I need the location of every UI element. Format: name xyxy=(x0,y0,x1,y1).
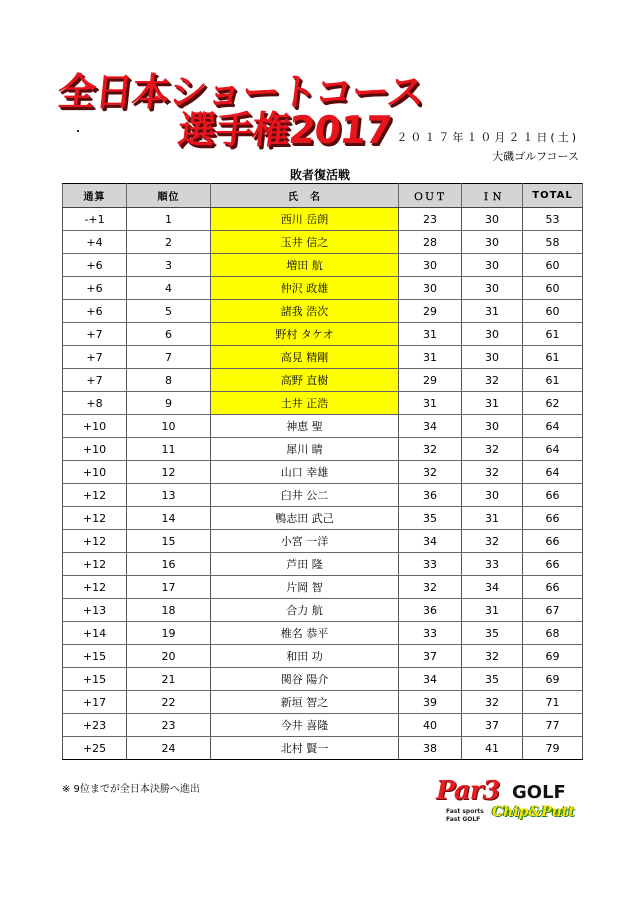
cell-total: 60 xyxy=(523,300,583,323)
cell-out: 34 xyxy=(399,530,462,553)
cell-player-name: 北村 賢一 xyxy=(211,737,399,760)
cell-total-par: +15 xyxy=(63,645,127,668)
results-table xyxy=(62,183,583,760)
table-row xyxy=(63,208,583,231)
cell-total: 58 xyxy=(523,231,583,254)
cell-rank: 6 xyxy=(127,323,211,346)
cell-out: 37 xyxy=(399,645,462,668)
table-row xyxy=(63,300,583,323)
cell-in: 32 xyxy=(462,645,523,668)
cell-out: 36 xyxy=(399,484,462,507)
col-header-rank: 順位 xyxy=(127,184,211,208)
cell-out: 29 xyxy=(399,369,462,392)
cell-total: 62 xyxy=(523,392,583,415)
cell-in: 35 xyxy=(462,622,523,645)
cell-total: 67 xyxy=(523,599,583,622)
cell-in: 30 xyxy=(462,254,523,277)
cell-rank: 4 xyxy=(127,277,211,300)
table-row xyxy=(63,231,583,254)
cell-total: 60 xyxy=(523,277,583,300)
logo-subtext xyxy=(446,808,484,824)
cell-player-name: 片岡 智 xyxy=(211,576,399,599)
cell-out: 30 xyxy=(399,254,462,277)
cell-player-name: 椎名 恭平 xyxy=(211,622,399,645)
cell-out: 35 xyxy=(399,507,462,530)
cell-in: 30 xyxy=(462,346,523,369)
event-title-line1: 全日本ショートコース xyxy=(55,70,427,114)
cell-rank: 3 xyxy=(127,254,211,277)
cell-player-name: 玉井 信之 xyxy=(211,231,399,254)
cell-total-par: +7 xyxy=(63,346,127,369)
cell-rank: 14 xyxy=(127,507,211,530)
cell-total: 66 xyxy=(523,484,583,507)
cell-out: 40 xyxy=(399,714,462,737)
table-row xyxy=(63,622,583,645)
cell-player-name: 犀川 睛 xyxy=(211,438,399,461)
event-title-line2: 選手権2017 xyxy=(175,108,394,152)
cell-in: 33 xyxy=(462,553,523,576)
table-row xyxy=(63,507,583,530)
cell-total-par: +12 xyxy=(63,576,127,599)
table-row xyxy=(63,415,583,438)
cell-player-name: 野村 タケオ xyxy=(211,323,399,346)
cell-total: 60 xyxy=(523,254,583,277)
cell-total-par: +10 xyxy=(63,461,127,484)
cell-in: 30 xyxy=(462,231,523,254)
cell-total-par: +12 xyxy=(63,553,127,576)
cell-in: 32 xyxy=(462,369,523,392)
table-row xyxy=(63,277,583,300)
cell-player-name: 和田 功 xyxy=(211,645,399,668)
col-header-total-par: 通算 xyxy=(63,184,127,208)
cell-rank: 16 xyxy=(127,553,211,576)
cell-player-name: 諸我 浩次 xyxy=(211,300,399,323)
cell-total: 79 xyxy=(523,737,583,760)
cell-rank: 9 xyxy=(127,392,211,415)
cell-total: 66 xyxy=(523,530,583,553)
cell-player-name: 臼井 公二 xyxy=(211,484,399,507)
cell-total: 66 xyxy=(523,553,583,576)
cell-total: 71 xyxy=(523,691,583,714)
cell-out: 34 xyxy=(399,668,462,691)
table-row xyxy=(63,484,583,507)
cell-in: 37 xyxy=(462,714,523,737)
table-row xyxy=(63,369,583,392)
cell-player-name: 芦田 隆 xyxy=(211,553,399,576)
col-header-total: TOTAL xyxy=(523,184,583,208)
cell-in: 30 xyxy=(462,208,523,231)
col-header-name: 氏 名 xyxy=(211,184,399,208)
cell-rank: 20 xyxy=(127,645,211,668)
event-date: ２０１７年１０月２１日(土) xyxy=(396,131,579,144)
cell-player-name: 仲沢 政雄 xyxy=(211,277,399,300)
cell-in: 31 xyxy=(462,300,523,323)
footnote: ※ 9位までが全日本決勝へ進出 xyxy=(62,784,200,795)
cell-total-par: +12 xyxy=(63,484,127,507)
cell-in: 32 xyxy=(462,438,523,461)
logo-par3-text: Par3 xyxy=(436,776,500,806)
cell-player-name: 新垣 智之 xyxy=(211,691,399,714)
table-row xyxy=(63,392,583,415)
cell-player-name: 神恵 聖 xyxy=(211,415,399,438)
round-subtitle: 敗者復活戦 xyxy=(289,168,350,182)
table-row xyxy=(63,668,583,691)
table-row xyxy=(63,691,583,714)
cell-total-par: +7 xyxy=(63,369,127,392)
cell-rank: 8 xyxy=(127,369,211,392)
cell-in: 31 xyxy=(462,599,523,622)
cell-out: 31 xyxy=(399,346,462,369)
cell-out: 31 xyxy=(399,323,462,346)
cell-total: 66 xyxy=(523,507,583,530)
cell-player-name: 高見 精剛 xyxy=(211,346,399,369)
cell-total-par: +6 xyxy=(63,254,127,277)
cell-total: 61 xyxy=(523,346,583,369)
cell-rank: 24 xyxy=(127,737,211,760)
event-venue: 大磯ゴルフコース xyxy=(492,150,579,163)
cell-player-name: 鴨志田 武己 xyxy=(211,507,399,530)
cell-player-name: 増田 航 xyxy=(211,254,399,277)
cell-total: 77 xyxy=(523,714,583,737)
cell-total: 69 xyxy=(523,668,583,691)
cell-rank: 18 xyxy=(127,599,211,622)
logo-sub-line2: Fast GOLF xyxy=(446,816,481,823)
cell-rank: 21 xyxy=(127,668,211,691)
cell-player-name: 合力 航 xyxy=(211,599,399,622)
cell-rank: 15 xyxy=(127,530,211,553)
table-row xyxy=(63,530,583,553)
cell-player-name: 西川 岳朗 xyxy=(211,208,399,231)
table-row xyxy=(63,438,583,461)
cell-total-par: +4 xyxy=(63,231,127,254)
table-row xyxy=(63,645,583,668)
cell-total: 64 xyxy=(523,438,583,461)
col-header-in: ＩＮ xyxy=(462,184,523,208)
cell-rank: 23 xyxy=(127,714,211,737)
logo-sub-line1: Fast sports xyxy=(446,808,484,815)
cell-out: 36 xyxy=(399,599,462,622)
cell-player-name: 今井 喜隆 xyxy=(211,714,399,737)
table-row xyxy=(63,599,583,622)
cell-out: 23 xyxy=(399,208,462,231)
cell-total: 61 xyxy=(523,323,583,346)
cell-rank: 2 xyxy=(127,231,211,254)
cell-out: 32 xyxy=(399,438,462,461)
cell-out: 32 xyxy=(399,576,462,599)
logo-chip-putt-text: Chip&Putt xyxy=(492,804,575,820)
cell-rank: 19 xyxy=(127,622,211,645)
cell-total-par: +23 xyxy=(63,714,127,737)
table-row xyxy=(63,737,583,760)
cell-total-par: -+1 xyxy=(63,208,127,231)
cell-out: 30 xyxy=(399,277,462,300)
par3-golf-logo xyxy=(432,776,582,826)
cell-rank: 22 xyxy=(127,691,211,714)
cell-in: 30 xyxy=(462,415,523,438)
table-row xyxy=(63,346,583,369)
cell-total-par: +6 xyxy=(63,277,127,300)
cell-in: 32 xyxy=(462,461,523,484)
cell-out: 38 xyxy=(399,737,462,760)
table-row xyxy=(63,254,583,277)
logo-golf-text: GOLF xyxy=(512,782,566,803)
cell-out: 28 xyxy=(399,231,462,254)
cell-total: 53 xyxy=(523,208,583,231)
cell-rank: 10 xyxy=(127,415,211,438)
cell-total: 69 xyxy=(523,645,583,668)
table-row xyxy=(63,553,583,576)
cell-total-par: +17 xyxy=(63,691,127,714)
table-row xyxy=(63,576,583,599)
table-row xyxy=(63,461,583,484)
cell-rank: 1 xyxy=(127,208,211,231)
cell-in: 30 xyxy=(462,484,523,507)
cell-in: 30 xyxy=(462,323,523,346)
cell-in: 32 xyxy=(462,691,523,714)
cell-player-name: 関谷 陽介 xyxy=(211,668,399,691)
mark-dot xyxy=(77,130,79,132)
cell-player-name: 山口 幸雄 xyxy=(211,461,399,484)
cell-rank: 13 xyxy=(127,484,211,507)
cell-total: 64 xyxy=(523,415,583,438)
cell-out: 33 xyxy=(399,553,462,576)
cell-in: 31 xyxy=(462,507,523,530)
cell-total: 61 xyxy=(523,369,583,392)
table-row xyxy=(63,714,583,737)
cell-out: 29 xyxy=(399,300,462,323)
cell-total-par: +10 xyxy=(63,438,127,461)
cell-total-par: +14 xyxy=(63,622,127,645)
cell-rank: 5 xyxy=(127,300,211,323)
cell-total-par: +15 xyxy=(63,668,127,691)
cell-rank: 17 xyxy=(127,576,211,599)
cell-total-par: +8 xyxy=(63,392,127,415)
cell-out: 31 xyxy=(399,392,462,415)
cell-total-par: +12 xyxy=(63,530,127,553)
table-row xyxy=(63,323,583,346)
cell-rank: 7 xyxy=(127,346,211,369)
cell-in: 31 xyxy=(462,392,523,415)
cell-total-par: +7 xyxy=(63,323,127,346)
cell-total: 64 xyxy=(523,461,583,484)
cell-total-par: +25 xyxy=(63,737,127,760)
cell-in: 32 xyxy=(462,530,523,553)
cell-rank: 11 xyxy=(127,438,211,461)
cell-in: 30 xyxy=(462,277,523,300)
cell-total-par: +12 xyxy=(63,507,127,530)
cell-total-par: +6 xyxy=(63,300,127,323)
cell-in: 35 xyxy=(462,668,523,691)
cell-in: 34 xyxy=(462,576,523,599)
col-header-out: ＯＵＴ xyxy=(399,184,462,208)
cell-total: 68 xyxy=(523,622,583,645)
cell-in: 41 xyxy=(462,737,523,760)
cell-total-par: +10 xyxy=(63,415,127,438)
cell-player-name: 小宮 一洋 xyxy=(211,530,399,553)
cell-out: 32 xyxy=(399,461,462,484)
cell-out: 34 xyxy=(399,415,462,438)
cell-total: 66 xyxy=(523,576,583,599)
results-body xyxy=(63,208,583,760)
cell-out: 39 xyxy=(399,691,462,714)
cell-player-name: 高野 直樹 xyxy=(211,369,399,392)
cell-total-par: +13 xyxy=(63,599,127,622)
cell-player-name: 土井 正浩 xyxy=(211,392,399,415)
table-header-row xyxy=(63,184,583,208)
cell-rank: 12 xyxy=(127,461,211,484)
cell-out: 33 xyxy=(399,622,462,645)
